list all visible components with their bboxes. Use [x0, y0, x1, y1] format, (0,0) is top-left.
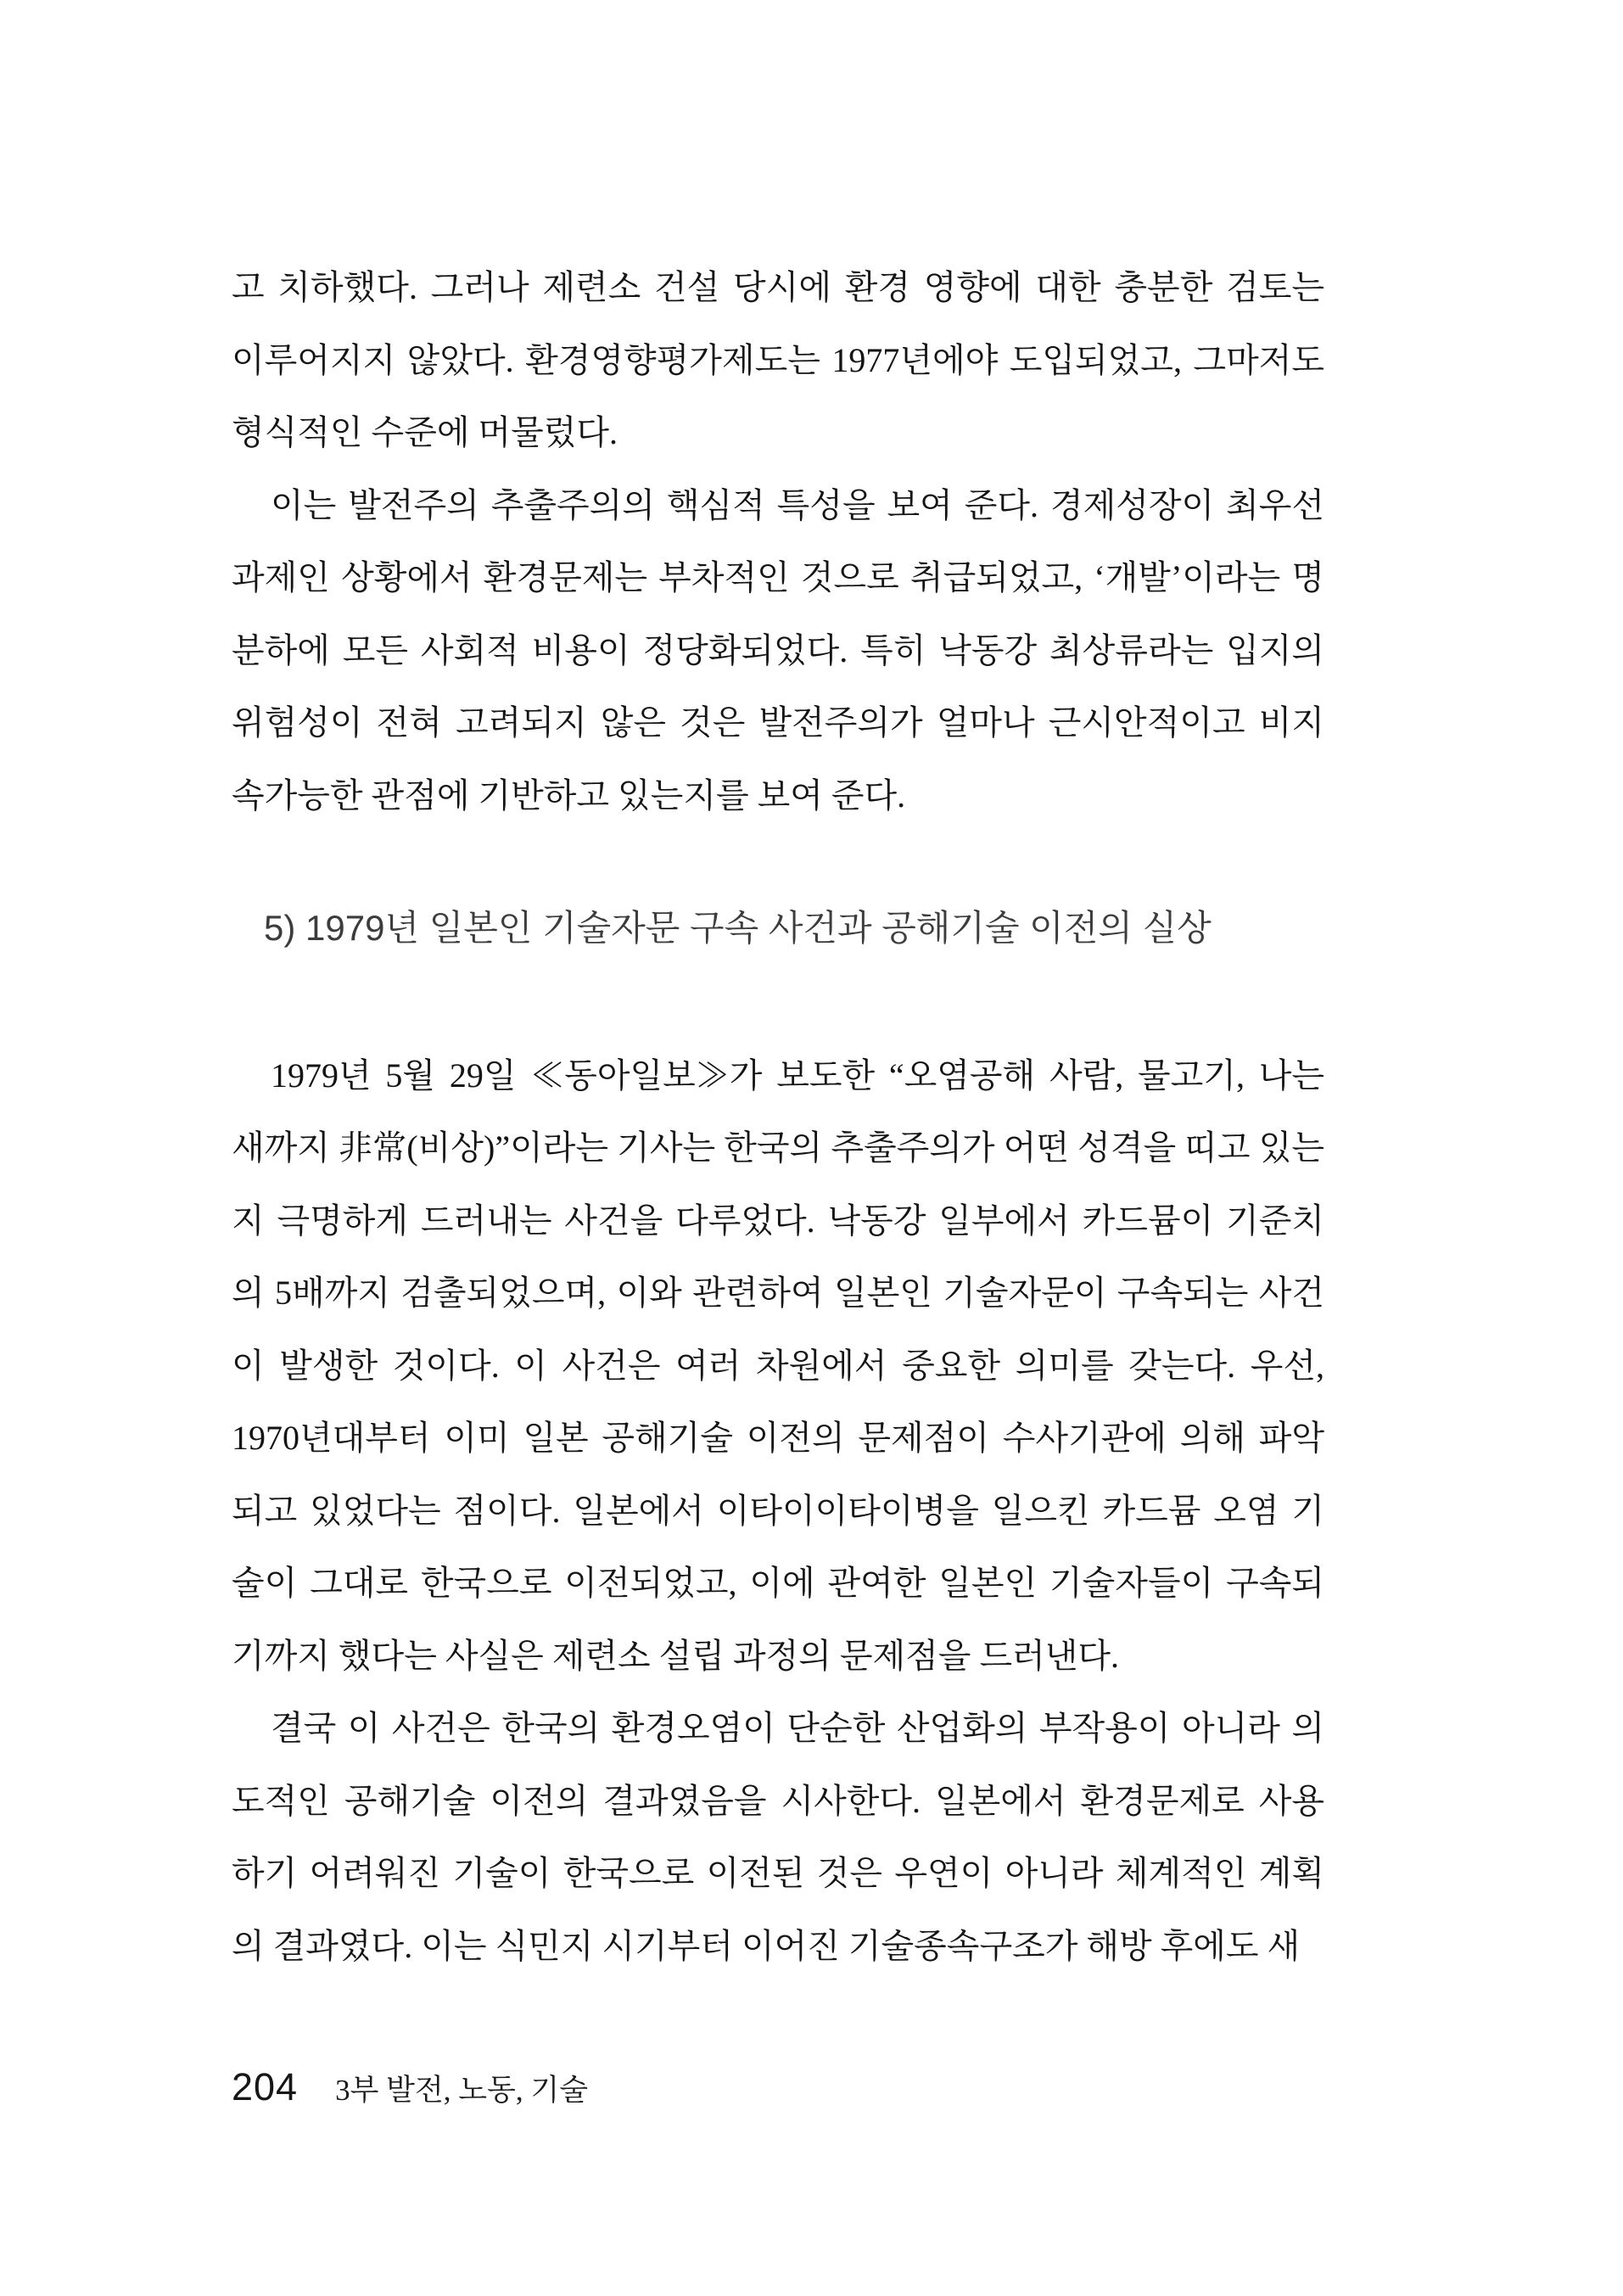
text-line: 의 5배까지 검출되었으며, 이와 관련하여 일본인 기술자문이 구속되는 사건 — [232, 1274, 1324, 1312]
section-heading: 5) 1979년 일본인 기술자문 구속 사건과 공해기술 이전의 실상 — [264, 908, 1212, 948]
text-line: 도적인 공해기술 이전의 결과였음을 시사한다. 일본에서 환경문제로 사용 — [232, 1781, 1324, 1820]
running-footer-title: 3부 발전, 노동, 기술 — [335, 2074, 589, 2107]
text-line: 새까지 非常(비상)”이라는 기사는 한국의 추출주의가 어떤 성격을 띠고 있는 — [232, 1128, 1324, 1167]
text-line: 술이 그대로 한국으로 이전되었고, 이에 관여한 일본인 기술자들이 구속되 — [232, 1564, 1324, 1602]
text-line: 분하에 모든 사회적 비용이 정당화되었다. 특히 낙동강 최상류라는 입지의 — [232, 630, 1324, 669]
text-line: 속가능한 관점에 기반하고 있는지를 보여 준다. — [232, 776, 906, 815]
text-line: 과제인 상황에서 환경문제는 부차적인 것으로 취급되었고, ‘개발’이라는 명 — [232, 558, 1324, 596]
text-line: 이는 발전주의 추출주의의 핵심적 특성을 보여 준다. 경제성장이 최우선 — [271, 485, 1324, 524]
text-line: 위험성이 전혀 고려되지 않은 것은 발전주의가 얼마나 근시안적이고 비지 — [232, 703, 1324, 742]
page-number: 204 — [232, 2065, 299, 2108]
text-line: 지 극명하게 드러내는 사건을 다루었다. 낙동강 일부에서 카드뮴이 기준치 — [232, 1201, 1324, 1240]
text-line: 형식적인 수준에 머물렀다. — [232, 413, 618, 451]
text-body — [232, 251, 1324, 1982]
text-line: 고 치하했다. 그러나 제련소 건설 당시에 환경 영향에 대한 충분한 검토는 — [232, 268, 1324, 306]
text-line: 되고 있었다는 점이다. 일본에서 이타이이타이병을 일으킨 카드뮴 오염 기 — [232, 1491, 1324, 1530]
text-line: 하기 어려워진 기술이 한국으로 이전된 것은 우연이 아니라 체계적인 계획 — [232, 1854, 1324, 1892]
text-line: 이 발생한 것이다. 이 사건은 여러 차원에서 중요한 의미를 갖는다. 우선, — [232, 1346, 1324, 1385]
text-line: 1979년 5월 29일 ≪동아일보≫가 보도한 “오염공해 사람, 물고기, 나는 — [271, 1056, 1324, 1095]
text-line: 기까지 했다는 사실은 제련소 설립 과정의 문제점을 드러낸다. — [232, 1636, 1119, 1675]
page-footer — [232, 2065, 588, 2109]
text-line: 의 결과였다. 이는 식민지 시기부터 이어진 기술종속구조가 해방 후에도 새 — [232, 1926, 1301, 1965]
text-line: 1970년대부터 이미 일본 공해기술 이전의 문제점이 수사기관에 의해 파악 — [232, 1419, 1324, 1457]
text-line: 결국 이 사건은 한국의 환경오염이 단순한 산업화의 부작용이 아니라 의 — [271, 1709, 1324, 1747]
text-line: 이루어지지 않았다. 환경영향평가제도는 1977년에야 도입되었고, 그마저도 — [232, 340, 1324, 379]
